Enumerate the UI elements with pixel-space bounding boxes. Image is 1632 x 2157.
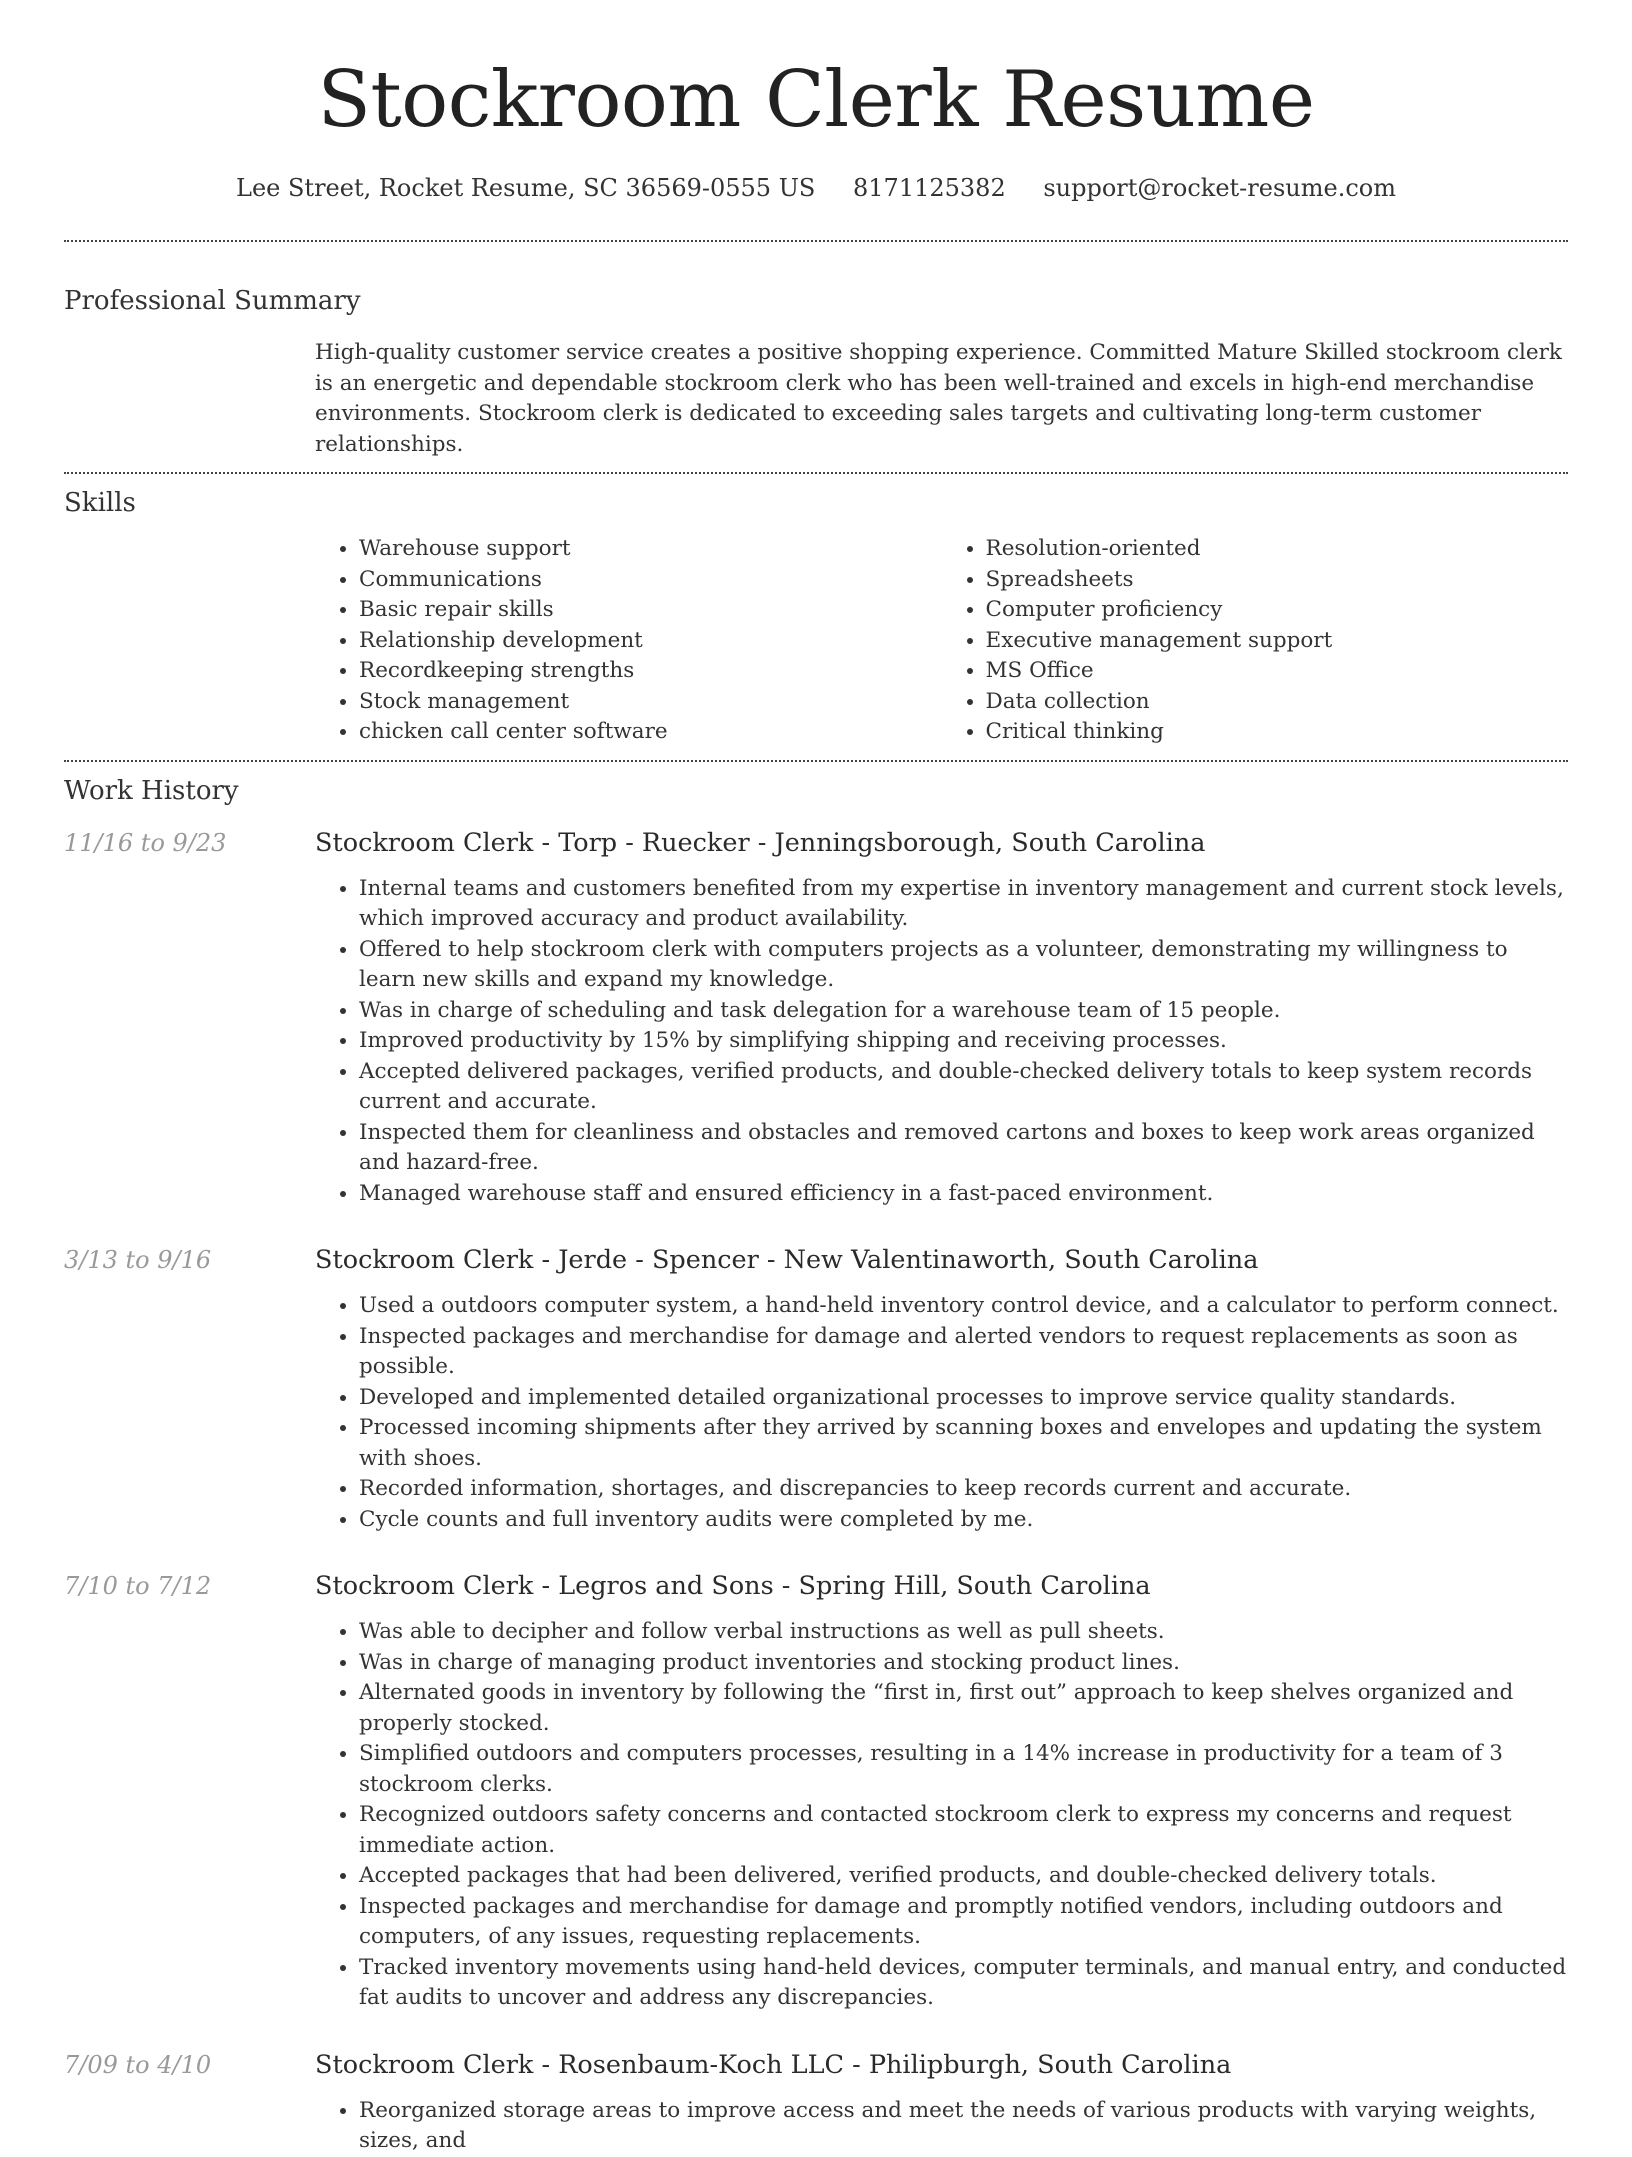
job-title: Stockroom Clerk - Legros and Sons - Spring Hill, South Carolina [315, 1571, 1151, 1601]
job-bullet: • Inspected packages and merchandise for damage and alerted vendors to request replacements as soon as possible. [359, 1322, 1568, 1383]
job-bullet: • Offered to help stockroom clerk with computers projects as a volunteer, demonstrating my willingness to learn new skills and expand my knowledge. [359, 935, 1568, 996]
contact-address: Lee Street, Rocket Resume, SC 36569-0555 US [236, 174, 816, 202]
skill-item: • MS Office [986, 656, 1569, 687]
job-entry [64, 1243, 1568, 1535]
job-body [315, 1569, 1568, 2014]
job-bullets [315, 874, 1568, 1210]
job-bullets [315, 1617, 1568, 2014]
skill-item: • Stock management [359, 687, 942, 718]
job-bullet: • Accepted delivered packages, verified products, and double-checked delivery totals to keep system records current and accurate. [359, 1057, 1568, 1118]
job-bullet: • Processed incoming shipments after they arrived by scanning boxes and envelopes and updating the system with shoes. [359, 1413, 1568, 1474]
job-bullet: • Managed warehouse staff and ensured efficiency in a fast-paced environment. [359, 1179, 1568, 1210]
contact-email: support@rocket-resume.com [1043, 174, 1396, 202]
job-bullet: • Accepted packages that had been delivered, verified products, and double-checked delivery totals. [359, 1861, 1568, 1892]
work-history-heading: Work History [64, 775, 239, 806]
job-dates: 7/09 to 4/10 [64, 2050, 212, 2079]
job-title: Stockroom Clerk - Rosenbaum-Koch LLC - Philipburgh, South Carolina [315, 2049, 1232, 2080]
job-bullets [315, 1291, 1568, 1535]
job-bullet: • Was in charge of scheduling and task delegation for a warehouse team of 15 people. [359, 996, 1568, 1027]
job-bullet: • Simplified outdoors and computers processes, resulting in a 14% increase in productivity for a team of 3 stockroom clerks. [359, 1739, 1568, 1800]
skill-item: • Basic repair skills [359, 595, 942, 626]
contact-phone: 8171125382 [853, 174, 1006, 202]
section-divider [64, 240, 1568, 242]
job-dates: 3/13 to 9/16 [64, 1246, 212, 1274]
skill-item: • Critical thinking [986, 717, 1569, 748]
skill-item: • Executive management support [986, 626, 1569, 657]
skill-item: • Computer proficiency [986, 595, 1569, 626]
skills-heading: Skills [64, 488, 136, 518]
job-body [315, 2048, 1568, 2157]
skills-column-right [942, 534, 1569, 748]
job-bullet: • Was able to decipher and follow verbal instructions as well as pull sheets. [359, 1617, 1568, 1648]
summary-text: High-quality customer service creates a positive shopping experience. Committed Mature Skilled stockroom clerk is an energetic and dependable stockroom clerk who has been well-trained and excels in high-end merchandise environments. Stockroom clerk is dedicated to exceeding sales targets and cultivating long-term customer relationships. [315, 340, 1562, 457]
job-entry [64, 826, 1568, 1210]
job-body [315, 826, 1568, 1210]
job-bullet: • Inspected packages and merchandise for damage and promptly notified vendors, including outdoors and computers, of any issues, requesting replacements. [359, 1892, 1568, 1953]
job-entry [64, 2048, 1568, 2157]
skill-item: • Communications [359, 565, 942, 596]
job-bullet: • Alternated goods in inventory by following the “first in, first out” approach to keep shelves organized and properly stocked. [359, 1678, 1568, 1739]
job-title: Stockroom Clerk - Jerde - Spencer - New Valentinaworth, South Carolina [315, 1245, 1259, 1275]
job-bullet: • Recognized outdoors safety concerns and contacted stockroom clerk to express my concerns and request immediate action. [359, 1800, 1568, 1861]
job-dates: 11/16 to 9/23 [64, 828, 227, 857]
job-bullet: • Recorded information, shortages, and discrepancies to keep records current and accurate. [359, 1474, 1568, 1505]
skill-item: • Recordkeeping strengths [359, 656, 942, 687]
job-body [315, 1243, 1568, 1535]
job-bullet: • Cycle counts and full inventory audits were completed by me. [359, 1505, 1568, 1536]
job-bullet: • Reorganized storage areas to improve access and meet the needs of various products with varying weights, sizes, and [359, 2096, 1568, 2157]
job-bullet: • Internal teams and customers benefited from my expertise in inventory management and current stock levels, which improved accuracy and product availability. [359, 874, 1568, 935]
skill-item: • Relationship development [359, 626, 942, 657]
section-divider [64, 472, 1568, 474]
job-bullet: • Was in charge of managing product inventories and stocking product lines. [359, 1648, 1568, 1679]
section-divider [64, 760, 1568, 762]
job-dates: 7/10 to 7/12 [64, 1572, 212, 1600]
job-bullet: • Developed and implemented detailed organizational processes to improve service quality standards. [359, 1383, 1568, 1414]
skill-item: • chicken call center software [359, 717, 942, 748]
job-entry [64, 1569, 1568, 2014]
resume-title: Stockroom Clerk Resume [317, 55, 1315, 145]
skill-item: • Resolution-oriented [986, 534, 1569, 565]
contact-line [64, 172, 1568, 204]
job-bullet: • Used a outdoors computer system, a hand-held inventory control device, and a calculator to perform connect. [359, 1291, 1568, 1322]
skill-item: • Spreadsheets [986, 565, 1569, 596]
job-title: Stockroom Clerk - Torp - Ruecker - Jenningsborough, South Carolina [315, 827, 1206, 858]
skill-item: • Data collection [986, 687, 1569, 718]
job-bullet: • Improved productivity by 15% by simplifying shipping and receiving processes. [359, 1026, 1568, 1057]
summary-heading: Professional Summary [64, 286, 361, 316]
job-bullets [315, 2096, 1568, 2157]
skill-item: • Warehouse support [359, 534, 942, 565]
resume-page [64, 0, 1568, 2157]
skills-column-left [315, 534, 942, 748]
job-bullet: • Inspected them for cleanliness and obstacles and removed cartons and boxes to keep work areas organized and hazard-free. [359, 1118, 1568, 1179]
job-bullet: • Tracked inventory movements using hand-held devices, computer terminals, and manual entry, and conducted fat audits to uncover and address any discrepancies. [359, 1953, 1568, 2014]
skills-list [315, 534, 1568, 748]
